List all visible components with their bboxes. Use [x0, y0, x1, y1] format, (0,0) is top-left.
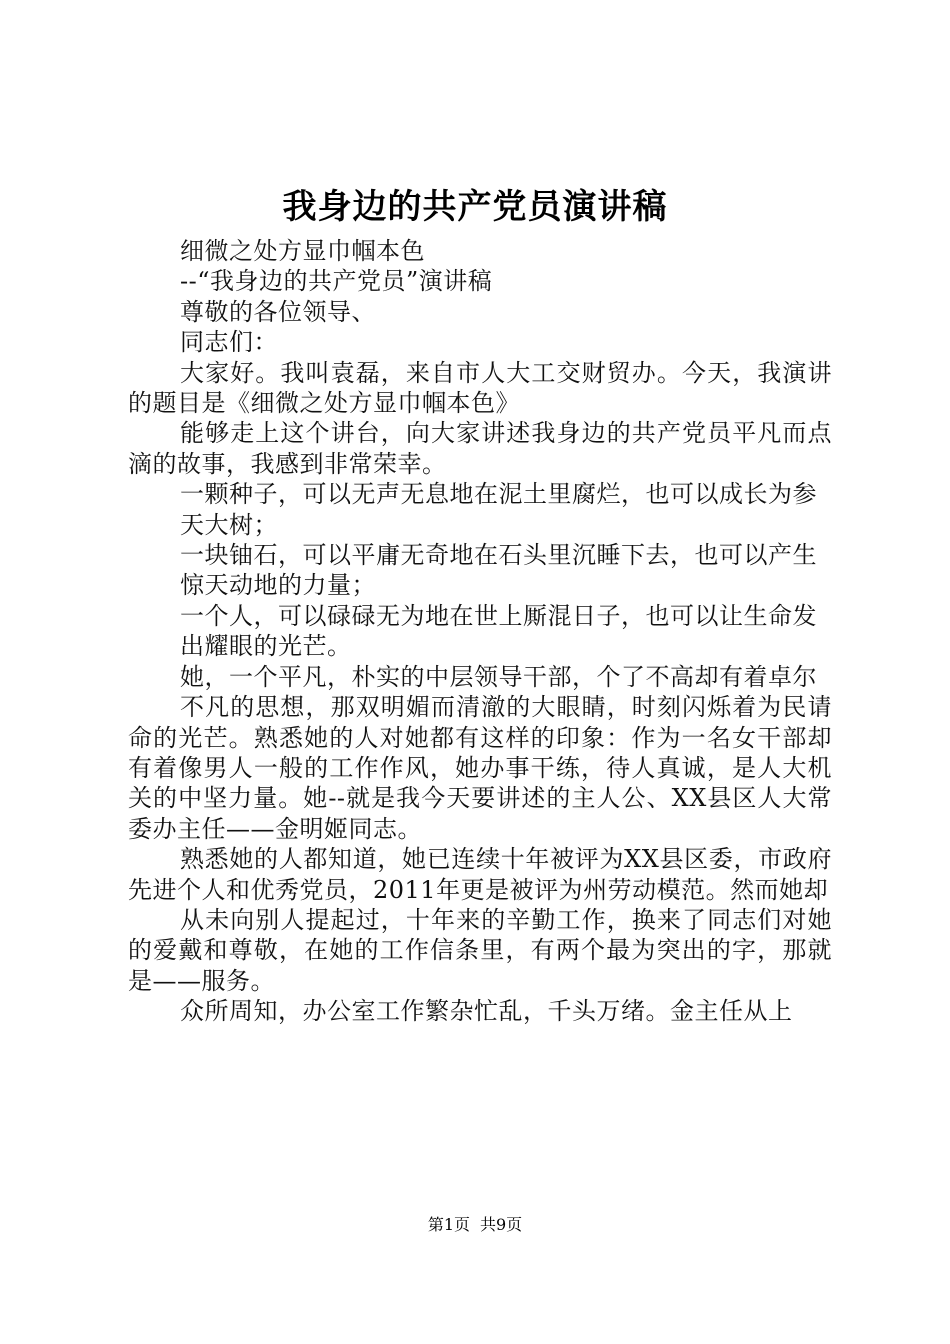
paragraph: 惊天动地的力量； [180, 571, 376, 600]
document-title: 我身边的共产党员演讲稿 [282, 187, 668, 227]
paragraph: 一块铀石，可以平庸无奇地在石头里沉睡下去，也可以产生 [180, 541, 817, 570]
paragraph: 出耀眼的光芒。 [180, 632, 352, 661]
paragraph: 众所周知，办公室工作繁杂忙乱，千头万绪。金主任从上 [180, 997, 793, 1026]
paragraph: --“我身边的共产党员”演讲稿 [180, 267, 493, 296]
paragraph: 一颗种子，可以无声无息地在泥土里腐烂，也可以成长为参 [180, 480, 817, 509]
paragraph: 尊敬的各位领导、 [180, 297, 376, 326]
paragraph: 她，一个平凡，朴实的中层领导干部，个了不高却有着卓尔 [180, 662, 817, 691]
page-number: 第1页 [427, 1215, 470, 1234]
paragraph: 细微之处方显巾帼本色 [180, 237, 425, 265]
paragraph: 不凡的思想，那双明媚而清澈的大眼睛，时刻闪烁着为民请命的光芒。熟悉她的人对她都有这样的印象：作为一名女干部却有着像男人一般的工作作风，她办事干练，待人真诚，是人大机关的中坚力量。她--就是我今天要讲述的主人公、XX县区人大常委办主任——金明姬同志。 [128, 693, 832, 843]
page-footer [0, 1213, 950, 1237]
document-body [128, 236, 832, 1027]
paragraph: 同志们： [180, 328, 278, 357]
paragraph: 大家好。我叫袁磊，来自市人大工交财贸办。今天，我演讲的题目是《细微之处方显巾帼本色》 [128, 358, 832, 418]
paragraph: 天大树； [180, 510, 278, 539]
paragraph: 一个人，可以碌碌无为地在世上厮混日子，也可以让生命发 [180, 601, 817, 630]
paragraph: 熟悉她的人都知道，她已连续十年被评为XX县区委，市政府先进个人和优秀党员，2011年更是被评为州劳动模范。然而她却 [128, 845, 832, 904]
page-total: 共9页 [480, 1215, 523, 1234]
paragraph: 能够走上这个讲台，向大家讲述我身边的共产党员平凡而点滴的故事，我感到非常荣幸。 [128, 419, 832, 478]
paragraph: 从未向别人提起过，十年来的辛勤工作，换来了同志们对她的爱戴和尊敬，在她的工作信条里，有两个最为突出的字，那就是——服务。 [128, 905, 832, 995]
